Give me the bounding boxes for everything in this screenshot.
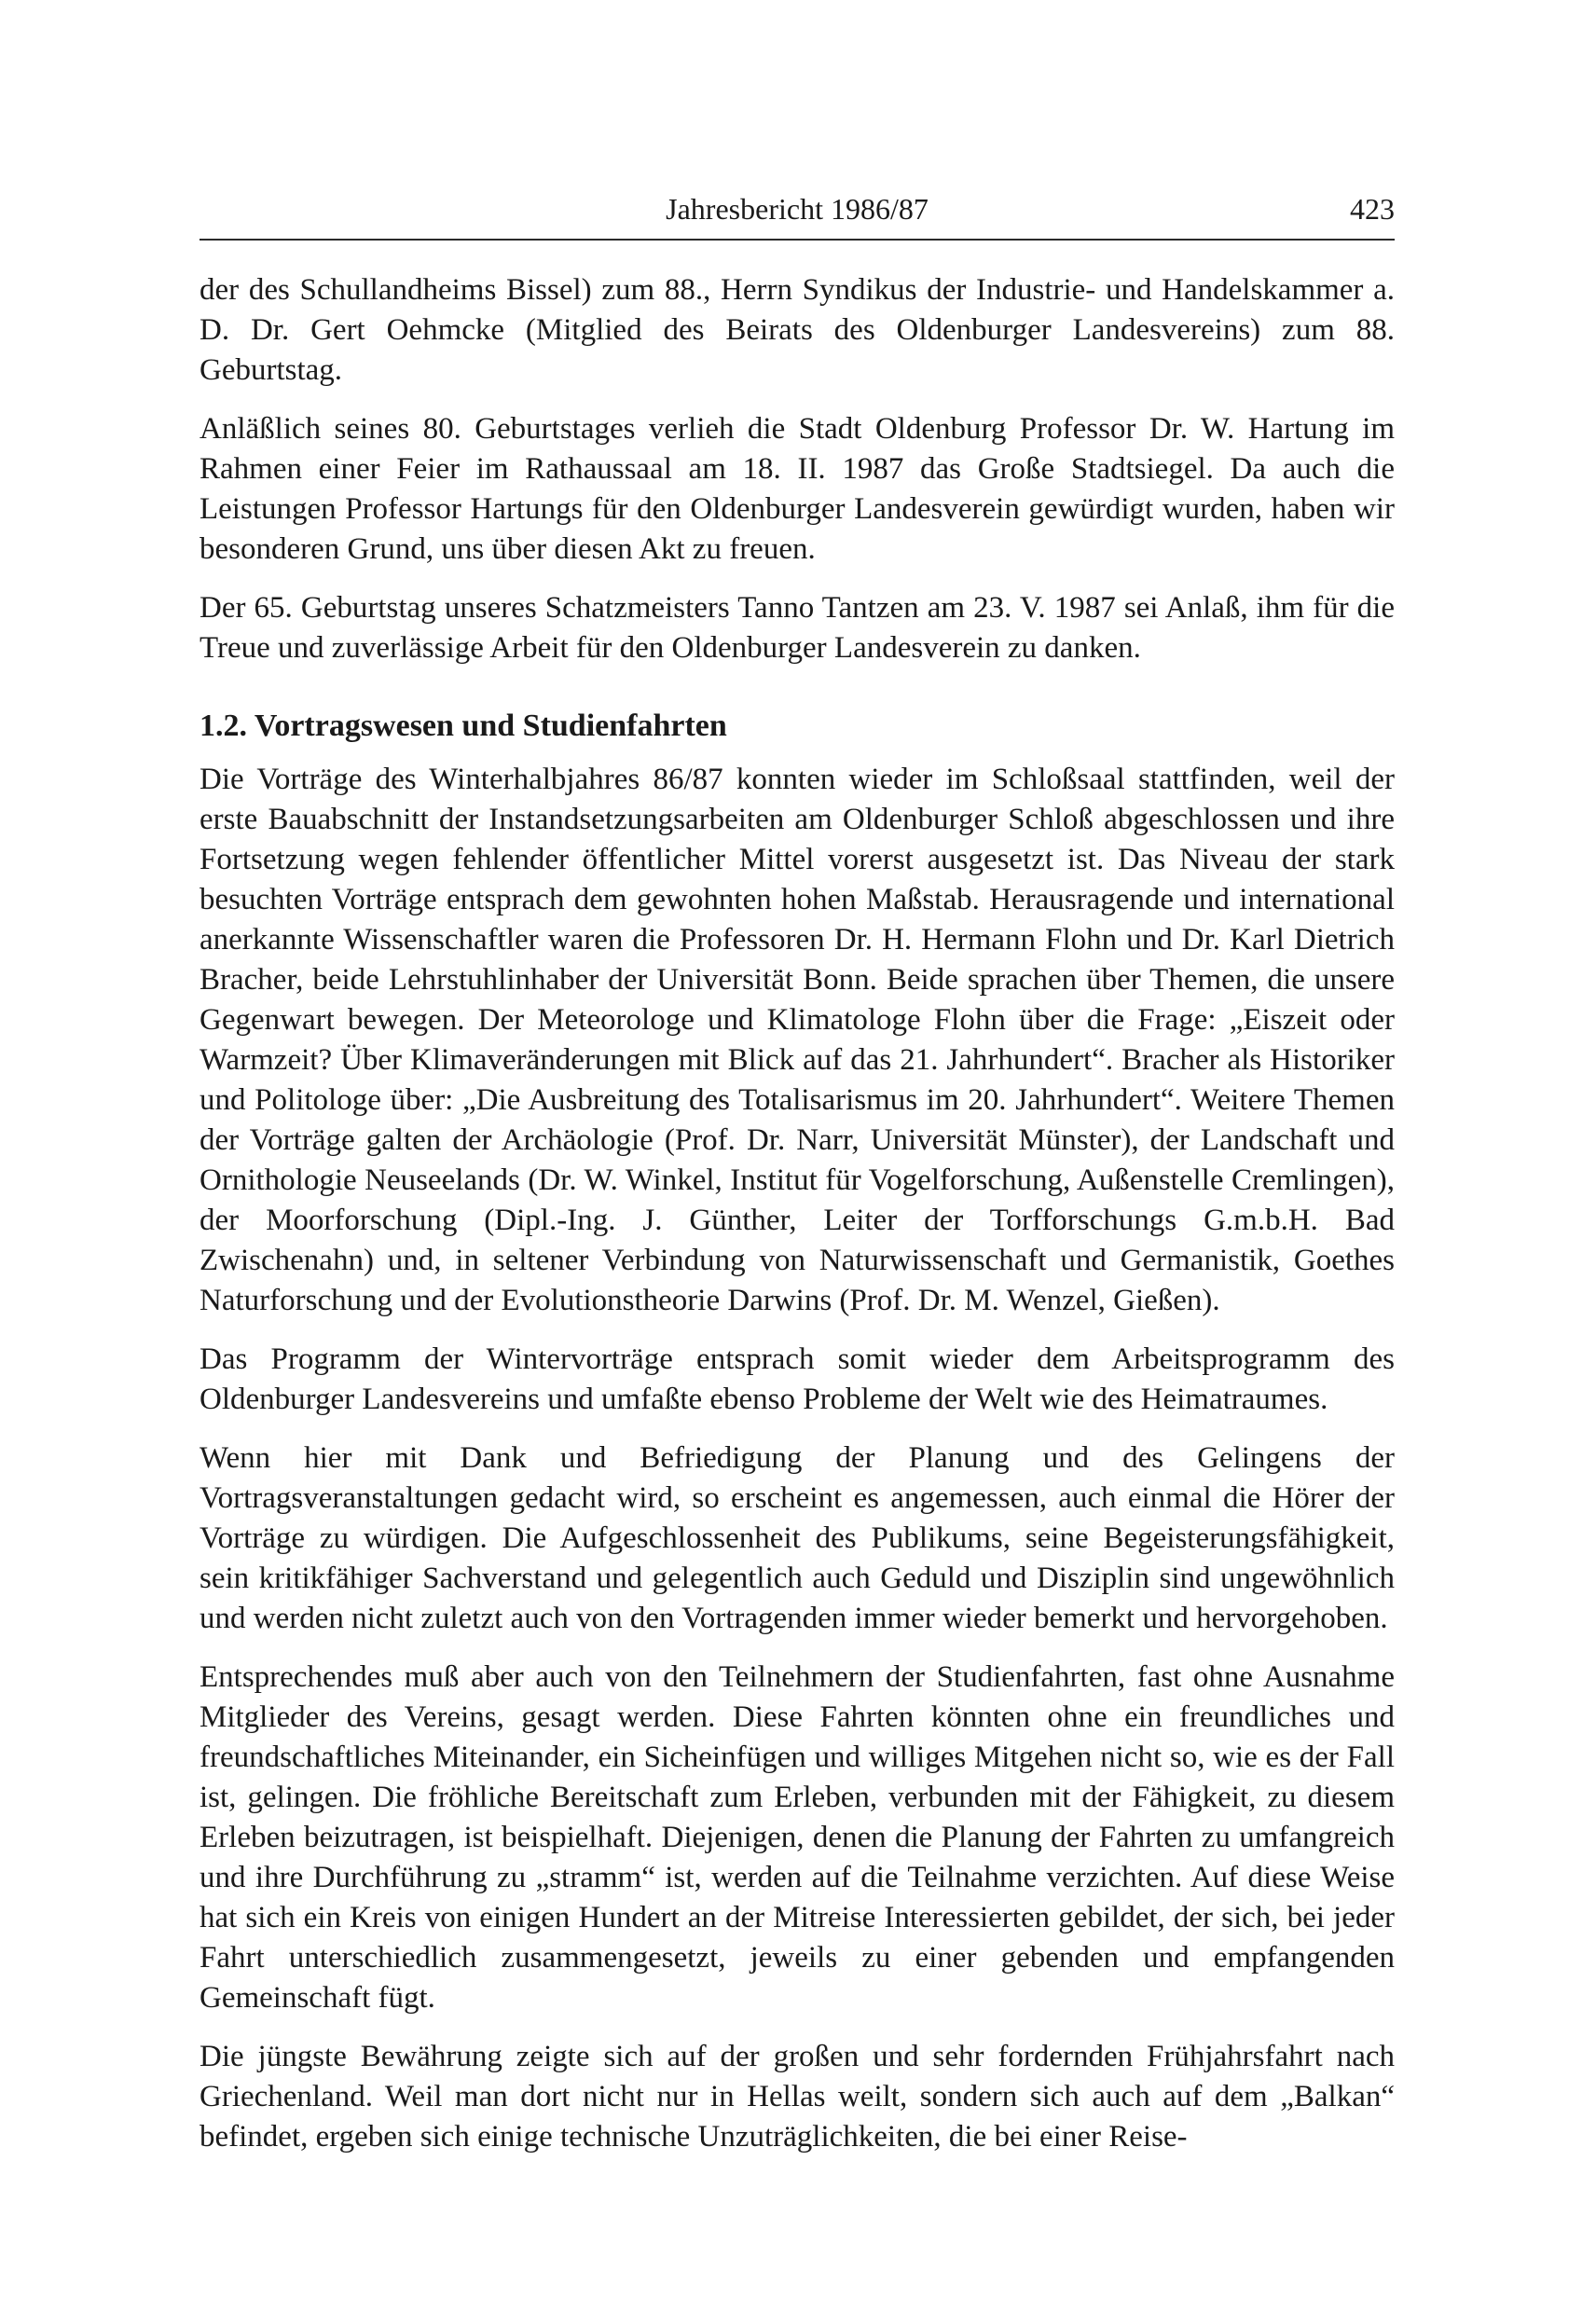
body-paragraph: Anläßlich seines 80. Geburtstages verlieh die Stadt Oldenburg Professor Dr. W. Hartung im Rahmen einer Feier im Rathaussaal am 18. II. 1987 das Große Stadtsiegel. Da auch die Leistungen Professor Hartungs für den Oldenburger Landesverein gewürdigt wurden, haben wir besonderen Grund, uns über diesen Akt zu freuen. xyxy=(200,412,1395,566)
body-paragraph: Der 65. Geburtstag unseres Schatzmeisters Tanno Tantzen am 23. V. 1987 sei Anlaß, ihm für die Treue und zuverlässige Arbeit für den Oldenburger Landesverein zu danken. xyxy=(200,591,1395,665)
body-paragraph: der des Schullandheims Bissel) zum 88., Herrn Syndikus der Industrie- und Handelskammer a. D. Dr. Gert Oehmcke (Mitglied des Beirats des Oldenburger Landesvereins) zum 88. Geburtstag. xyxy=(200,273,1395,387)
section-heading: 1.2. Vortragswesen und Studienfahrten xyxy=(200,709,727,743)
section-paragraph: Entsprechendes muß aber auch von den Teilnehmern der Studienfahrten, fast ohne Ausnahme Mitglieder des Vereins, gesagt werden. Diese Fahrten könnten ohne ein freundliches und freundschaftliches Miteinander, ein Sicheinfügen und williges Mitgehen nicht so, wie es der Fall ist, gelingen. Die fröhliche Bereitschaft zum Erleben, verbunden mit der Fähigkeit, zu diesem Erleben beizutragen, ist beispielhaft. Diejenigen, denen die Planung der Fahrten zu umfangreich und ihre Durchführung zu „stramm“ ist, werden auf die Teilnahme verzichten. Auf diese Weise hat sich ein Kreis von einigen Hundert an der Mitreise Interessierten gebildet, der sich, bei jeder Fahrt unterschiedlich zusammengesetzt, jeweils zu einer gebenden und empfangenden Gemeinschaft fügt. xyxy=(200,1660,1395,2015)
page-body xyxy=(200,270,1395,2176)
page-number: 423 xyxy=(1350,192,1395,226)
running-header xyxy=(200,186,1395,241)
section-paragraph: Die jüngste Bewährung zeigte sich auf der großen und sehr fordernden Frühjahrsfahrt nach Griechenland. Weil man dort nicht nur in Hellas weilt, sondern sich auch auf dem „Balkan“ befindet, ergeben sich einige technische Unzuträglichkeiten, die bei einer Reise- xyxy=(200,2040,1395,2154)
running-title: Jahresbericht 1986/87 xyxy=(666,192,929,226)
section-paragraph: Die Vorträge des Winterhalbjahres 86/87 konnten wieder im Schloßsaal stattfinden, weil der erste Bauabschnitt der Instandsetzungsarbeiten am Oldenburger Schloß abgeschlossen und ihre Fortsetzung wegen fehlender öffentlicher Mittel vorerst ausgesetzt ist. Das Niveau der stark besuchten Vorträge entsprach dem gewohnten hohen Maßstab. Herausragende und international anerkannte Wissenschaftler waren die Professoren Dr. H. Hermann Flohn und Dr. Karl Dietrich Bracher, beide Lehrstuhlinhaber der Universität Bonn. Beide sprachen über Themen, die unsere Gegenwart bewegen. Der Meteorologe und Klimatologe Flohn über die Frage: „Eiszeit oder Warmzeit? Über Klimaveränderungen mit Blick auf das 21. Jahrhundert“. Bracher als Historiker und Politologe über: „Die Ausbreitung des Totalisarismus im 20. Jahrhundert“. Weitere Themen der Vorträge galten der Archäologie (Prof. Dr. Narr, Universität Münster), der Landschaft und Ornithologie Neuseelands (Dr. W. Winkel, Institut für Vogelforschung, Außenstelle Cremlingen), der Moorforschung (Dipl.-Ing. J. Günther, Leiter der Torfforschungs G.m.b.H. Bad Zwischenahn) und, in seltener Verbindung von Naturwissenschaft und Germanistik, Goethes Naturforschung und der Evolutionstheorie Darwins (Prof. Dr. M. Wenzel, Gießen). xyxy=(200,763,1395,1317)
section-paragraph: Das Programm der Wintervorträge entsprach somit wieder dem Arbeitsprogramm des Oldenburger Landesvereins und umfaßte ebenso Probleme der Welt wie des Heimatraumes. xyxy=(200,1342,1395,1416)
section-paragraph: Wenn hier mit Dank und Befriedigung der Planung und des Gelingens der Vortragsveranstaltungen gedacht wird, so erscheint es angemessen, auch einmal die Hörer der Vorträge zu würdigen. Die Aufgeschlossenheit des Publikums, seine Begeisterungsfähigkeit, sein kritikfähiger Sachverstand und gelegentlich auch Geduld und Disziplin sind ungewöhnlich und werden nicht zuletzt auch von den Vortragenden immer wieder bemerkt und hervorgehoben. xyxy=(200,1441,1395,1635)
